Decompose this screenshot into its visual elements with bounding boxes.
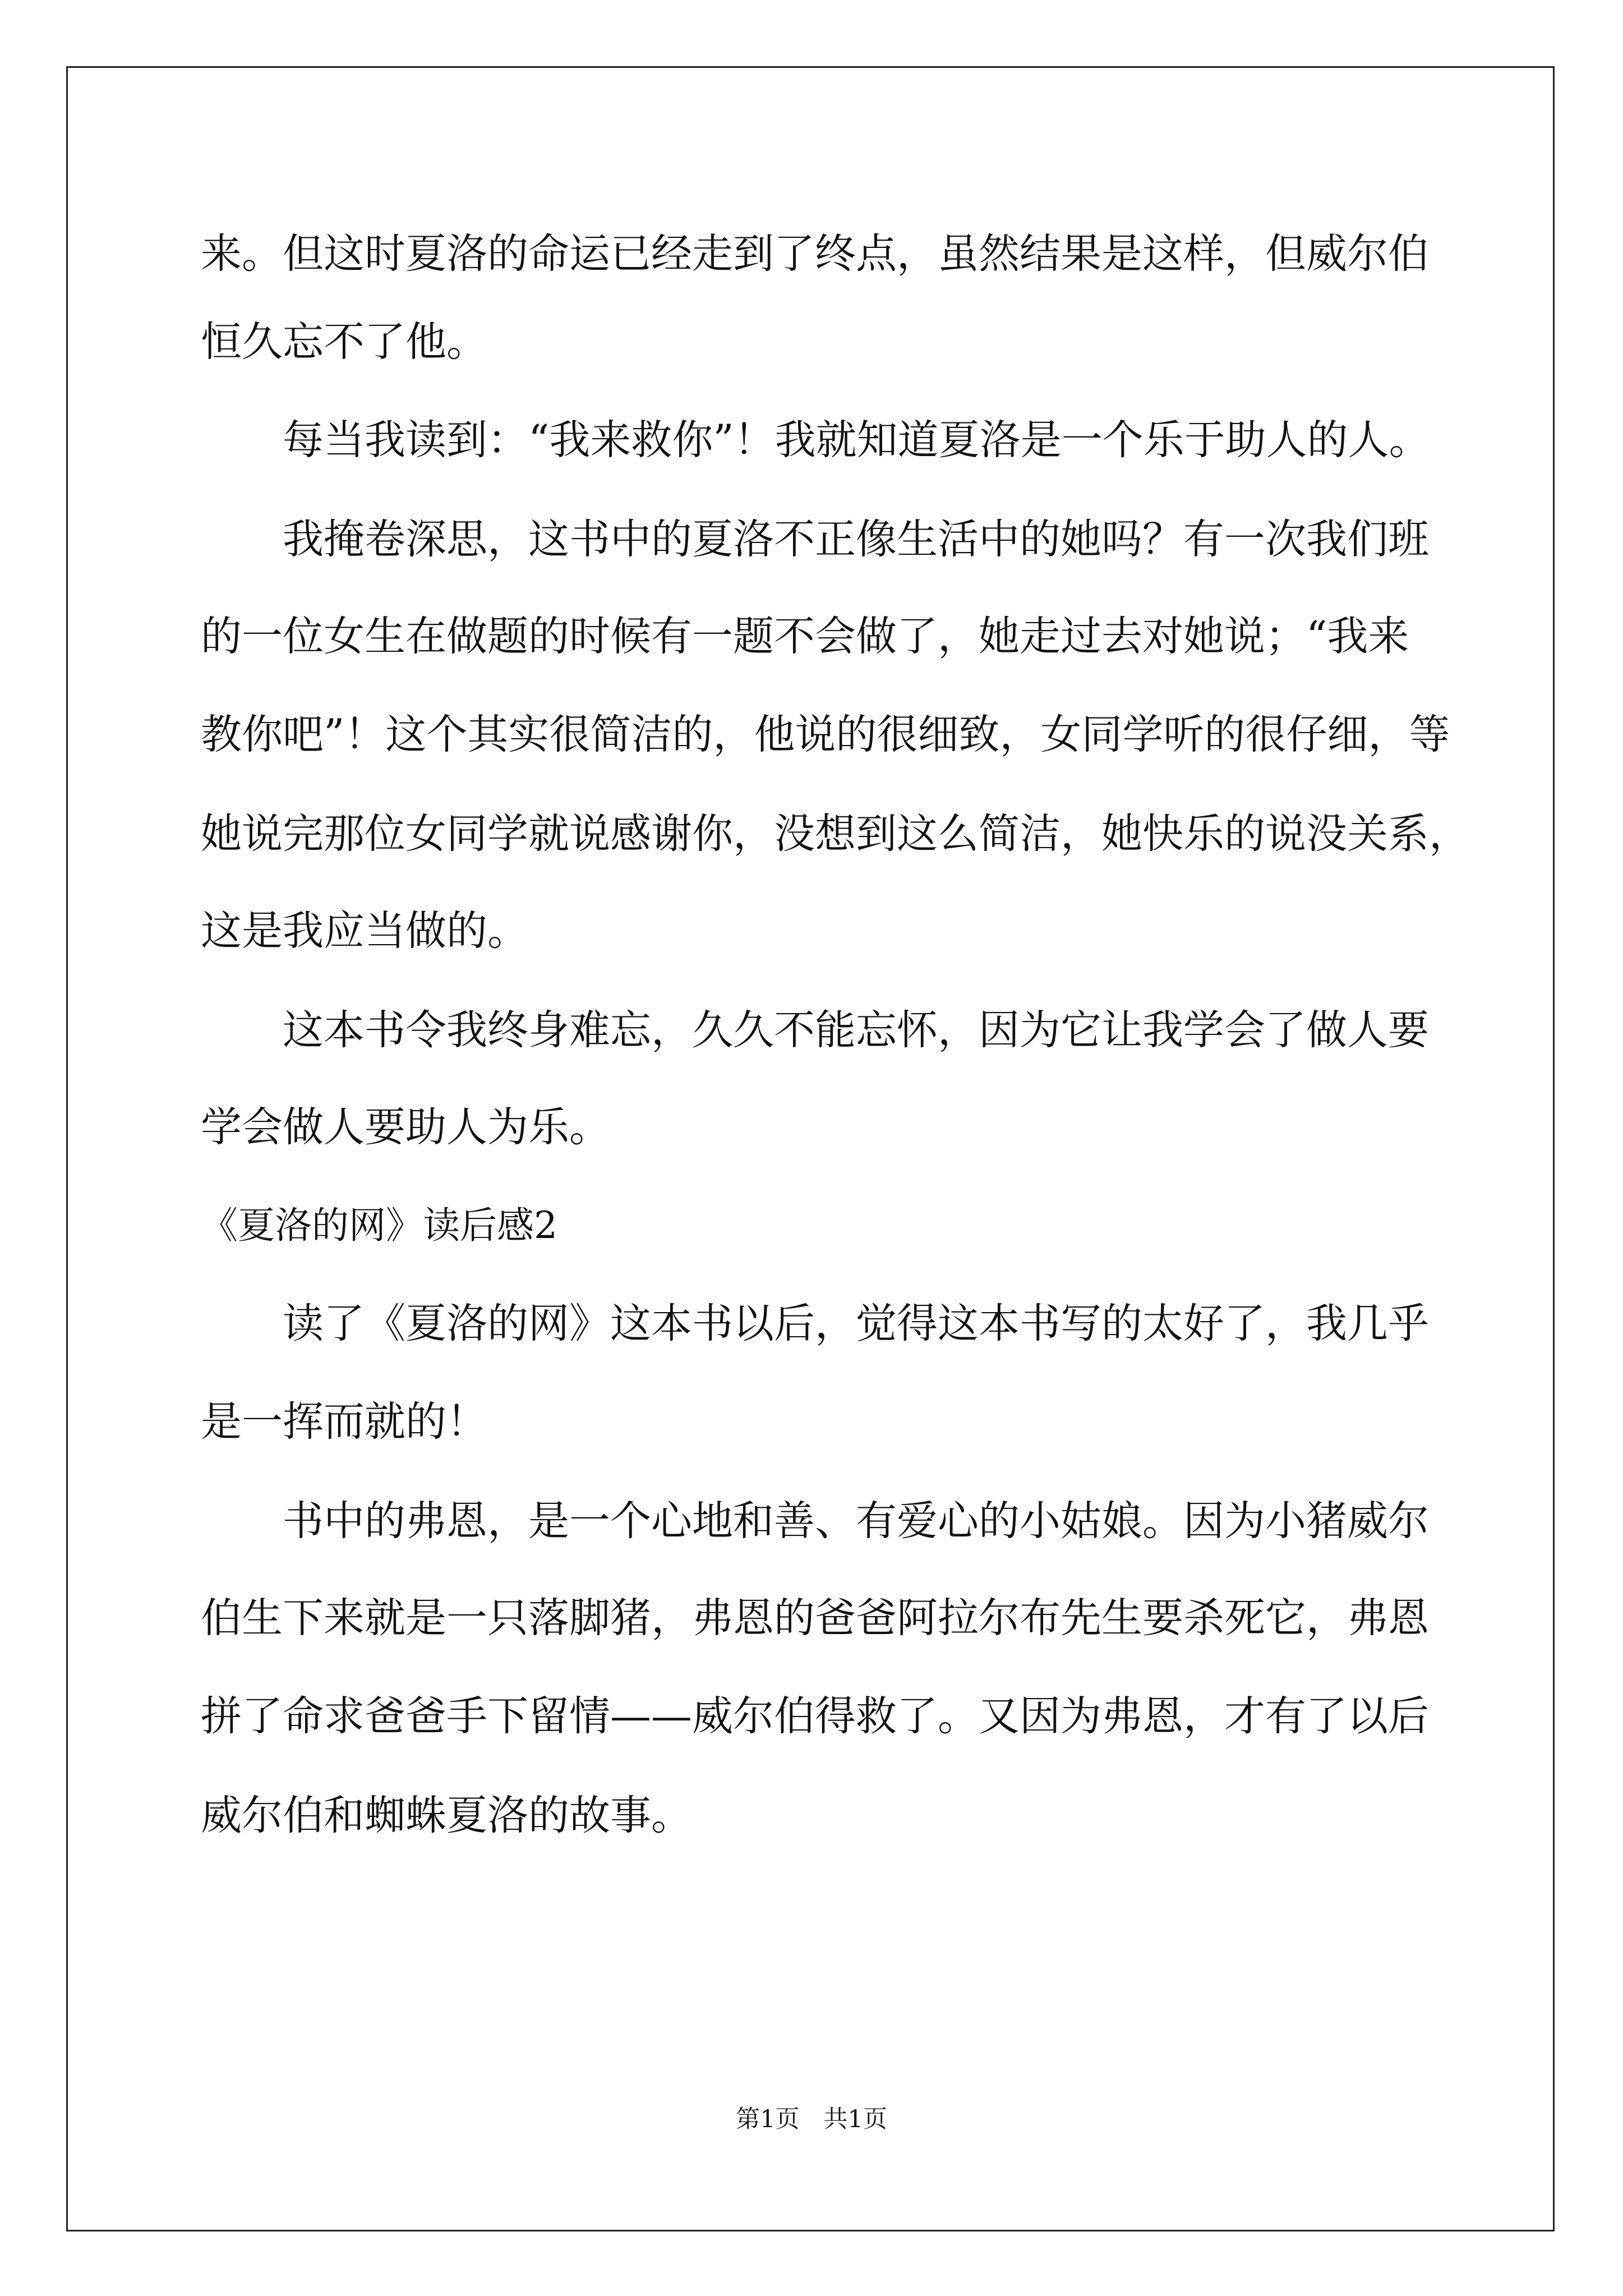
text-line-9: 这本书令我终身难忘，久久不能忘怀，因为它让我学会了做人要 — [201, 1006, 1429, 1054]
text-line-10: 学会做人要助人为乐。 — [201, 1103, 610, 1151]
text-line-16: 拼了命求爸爸手下留情——威尔伯得救了。又因为弗恩，才有了以后 — [201, 1692, 1429, 1740]
section-heading: 《夏洛的网》读后感2 — [201, 1204, 557, 1247]
text-line-12: 读了《夏洛的网》这本书以后，觉得这本书写的太好了，我几乎 — [201, 1300, 1429, 1347]
text-line-7: 她说完那位女同学就说感谢你，没想到这么简洁，她快乐的说没关系， — [201, 810, 1470, 858]
text-line-1: 来。但这时夏洛的命运已经走到了终点，虽然结果是这样，但威尔伯 — [201, 230, 1429, 278]
text-line-5: 的一位女生在做题的时候有一题不会做了，她走过去对她说；“我来 — [201, 613, 1409, 660]
text-line-14: 书中的弗恩，是一个心地和善、有爱心的小姑娘。因为小猪威尔 — [201, 1497, 1429, 1545]
text-line-8: 这是我应当做的。 — [201, 907, 528, 955]
text-line-4: 我掩卷深思，这书中的夏洛不正像生活中的她吗？有一次我们班 — [201, 516, 1429, 563]
text-line-13: 是一挥而就的！ — [201, 1398, 487, 1446]
text-line-3: 每当我读到：“我来救你”！我就知道夏洛是一个乐于助人的人。 — [201, 416, 1430, 464]
page-footer: 第1页 共1页 — [736, 2105, 887, 2133]
text-line-6: 教你吧”！这个其实很简洁的，他说的很细致，女同学听的很仔细，等 — [201, 711, 1450, 758]
text-line-17: 威尔伯和蜘蛛夏洛的故事。 — [201, 1792, 692, 1839]
text-line-15: 伯生下来就是一只落脚猪，弗恩的爸爸阿拉尔布先生要杀死它，弗恩 — [201, 1594, 1429, 1642]
text-line-2: 恒久忘不了他。 — [201, 318, 487, 366]
